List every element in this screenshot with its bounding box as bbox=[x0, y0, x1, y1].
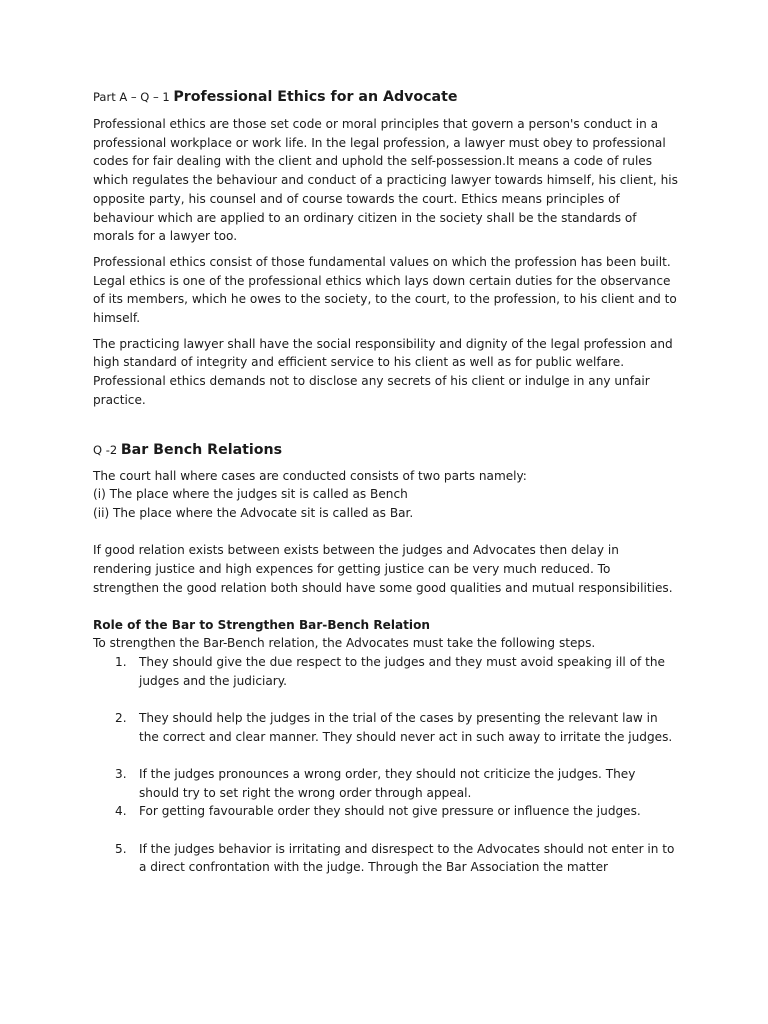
q2-relation-paragraph: If good relation exists between exists between the judges and Advocates then delay in rendering justice and high expences for getting justice can be very much reduced. To strengthen the good relation both should have some good qualities and mutual responsibilities. bbox=[93, 543, 673, 595]
list-item bbox=[93, 765, 679, 802]
list-item-text: If the judges pronounces a wrong order, they should not criticize the judges. They should try to set right the wrong order through appeal. bbox=[139, 766, 636, 800]
q1-heading-prefix: Part A – Q – 1 bbox=[93, 90, 174, 104]
q2-heading bbox=[93, 439, 679, 461]
list-item-number: 5. bbox=[115, 841, 127, 856]
document-page bbox=[93, 86, 679, 877]
q2-heading-title: Bar Bench Relations bbox=[120, 441, 283, 458]
section-spacer bbox=[93, 417, 679, 439]
list-item-text: They should give the due respect to the judges and they must avoid speaking ill of the judges and the judiciary. bbox=[139, 655, 665, 688]
list-item-number: 3. bbox=[115, 766, 127, 781]
role-intro: To strengthen the Bar-Bench relation, the Advocates must take the following steps. bbox=[93, 636, 596, 651]
q2-intro-line-3: (ii) The place where the Advocate sit is called as Bar. bbox=[93, 505, 414, 520]
list-item-number: 2. bbox=[115, 711, 127, 726]
list-item bbox=[93, 802, 679, 821]
list-item-number: 1. bbox=[115, 655, 127, 670]
q2-intro-line-1: The court hall where cases are conducted consists of two parts namely: bbox=[93, 468, 527, 483]
q2-heading-prefix: Q -2 bbox=[93, 442, 121, 457]
q2-intro bbox=[93, 467, 679, 523]
list-item-text: If the judges behavior is irritating and disrespect to the Advocates should not enter in to a direct confrontation with the judge. Through the Bar Association the matter bbox=[139, 841, 675, 875]
q1-paragraph-3: The practicing lawyer shall have the social responsibility and dignity of the legal profession and high standard of integrity and efficient service to his client as well as for public welfare. Professional ethics demands not to disclose any secrets of his client or indulge in any unfair practice. bbox=[93, 336, 673, 407]
steps-list bbox=[93, 653, 679, 877]
list-item-text: For getting favourable order they should not give pressure or influence the judges. bbox=[139, 804, 641, 819]
q1-heading-title: Professional Ethics for an Advocate bbox=[173, 89, 458, 105]
list-item bbox=[93, 653, 679, 690]
list-item-number: 4. bbox=[115, 804, 127, 819]
q1-paragraph-1: Professional ethics are those set code or moral principles that govern a person's conduct in a professional workplace or work life. In the legal profession, a lawyer must obey to professional codes for fair dealing with the client and uphold the self-possession.It means a code of rules which regulates the behaviour and conduct of a practicing lawyer towards himself, his client, his opposite party, his counsel and of course towards the court. Ethics means principles of behaviour which are applied to an ordinary citizen in the society shall be the standards of morals for a lawyer too. bbox=[93, 117, 678, 244]
list-item bbox=[93, 709, 679, 746]
blank-line bbox=[93, 597, 679, 616]
q1-paragraph-2: Professional ethics consist of those fundamental values on which the profession has been built. Legal ethics is one of the professional ethics which lays down certain duties for the observance of its members, which he owes to the society, to the court, to the profession, to his client and to himself. bbox=[93, 254, 677, 326]
q1-heading bbox=[93, 86, 679, 108]
list-item-text: They should help the judges in the trial of the cases by presenting the relevant law in the correct and clear manner. They should never act in such away to irritate the judges. bbox=[139, 711, 673, 744]
list-item bbox=[93, 840, 679, 877]
role-heading: Role of the Bar to Strengthen Bar-Bench Relation bbox=[93, 617, 431, 632]
blank-line bbox=[93, 523, 679, 542]
q2-intro-line-2: (i) The place where the judges sit is called as Bench bbox=[93, 487, 408, 502]
